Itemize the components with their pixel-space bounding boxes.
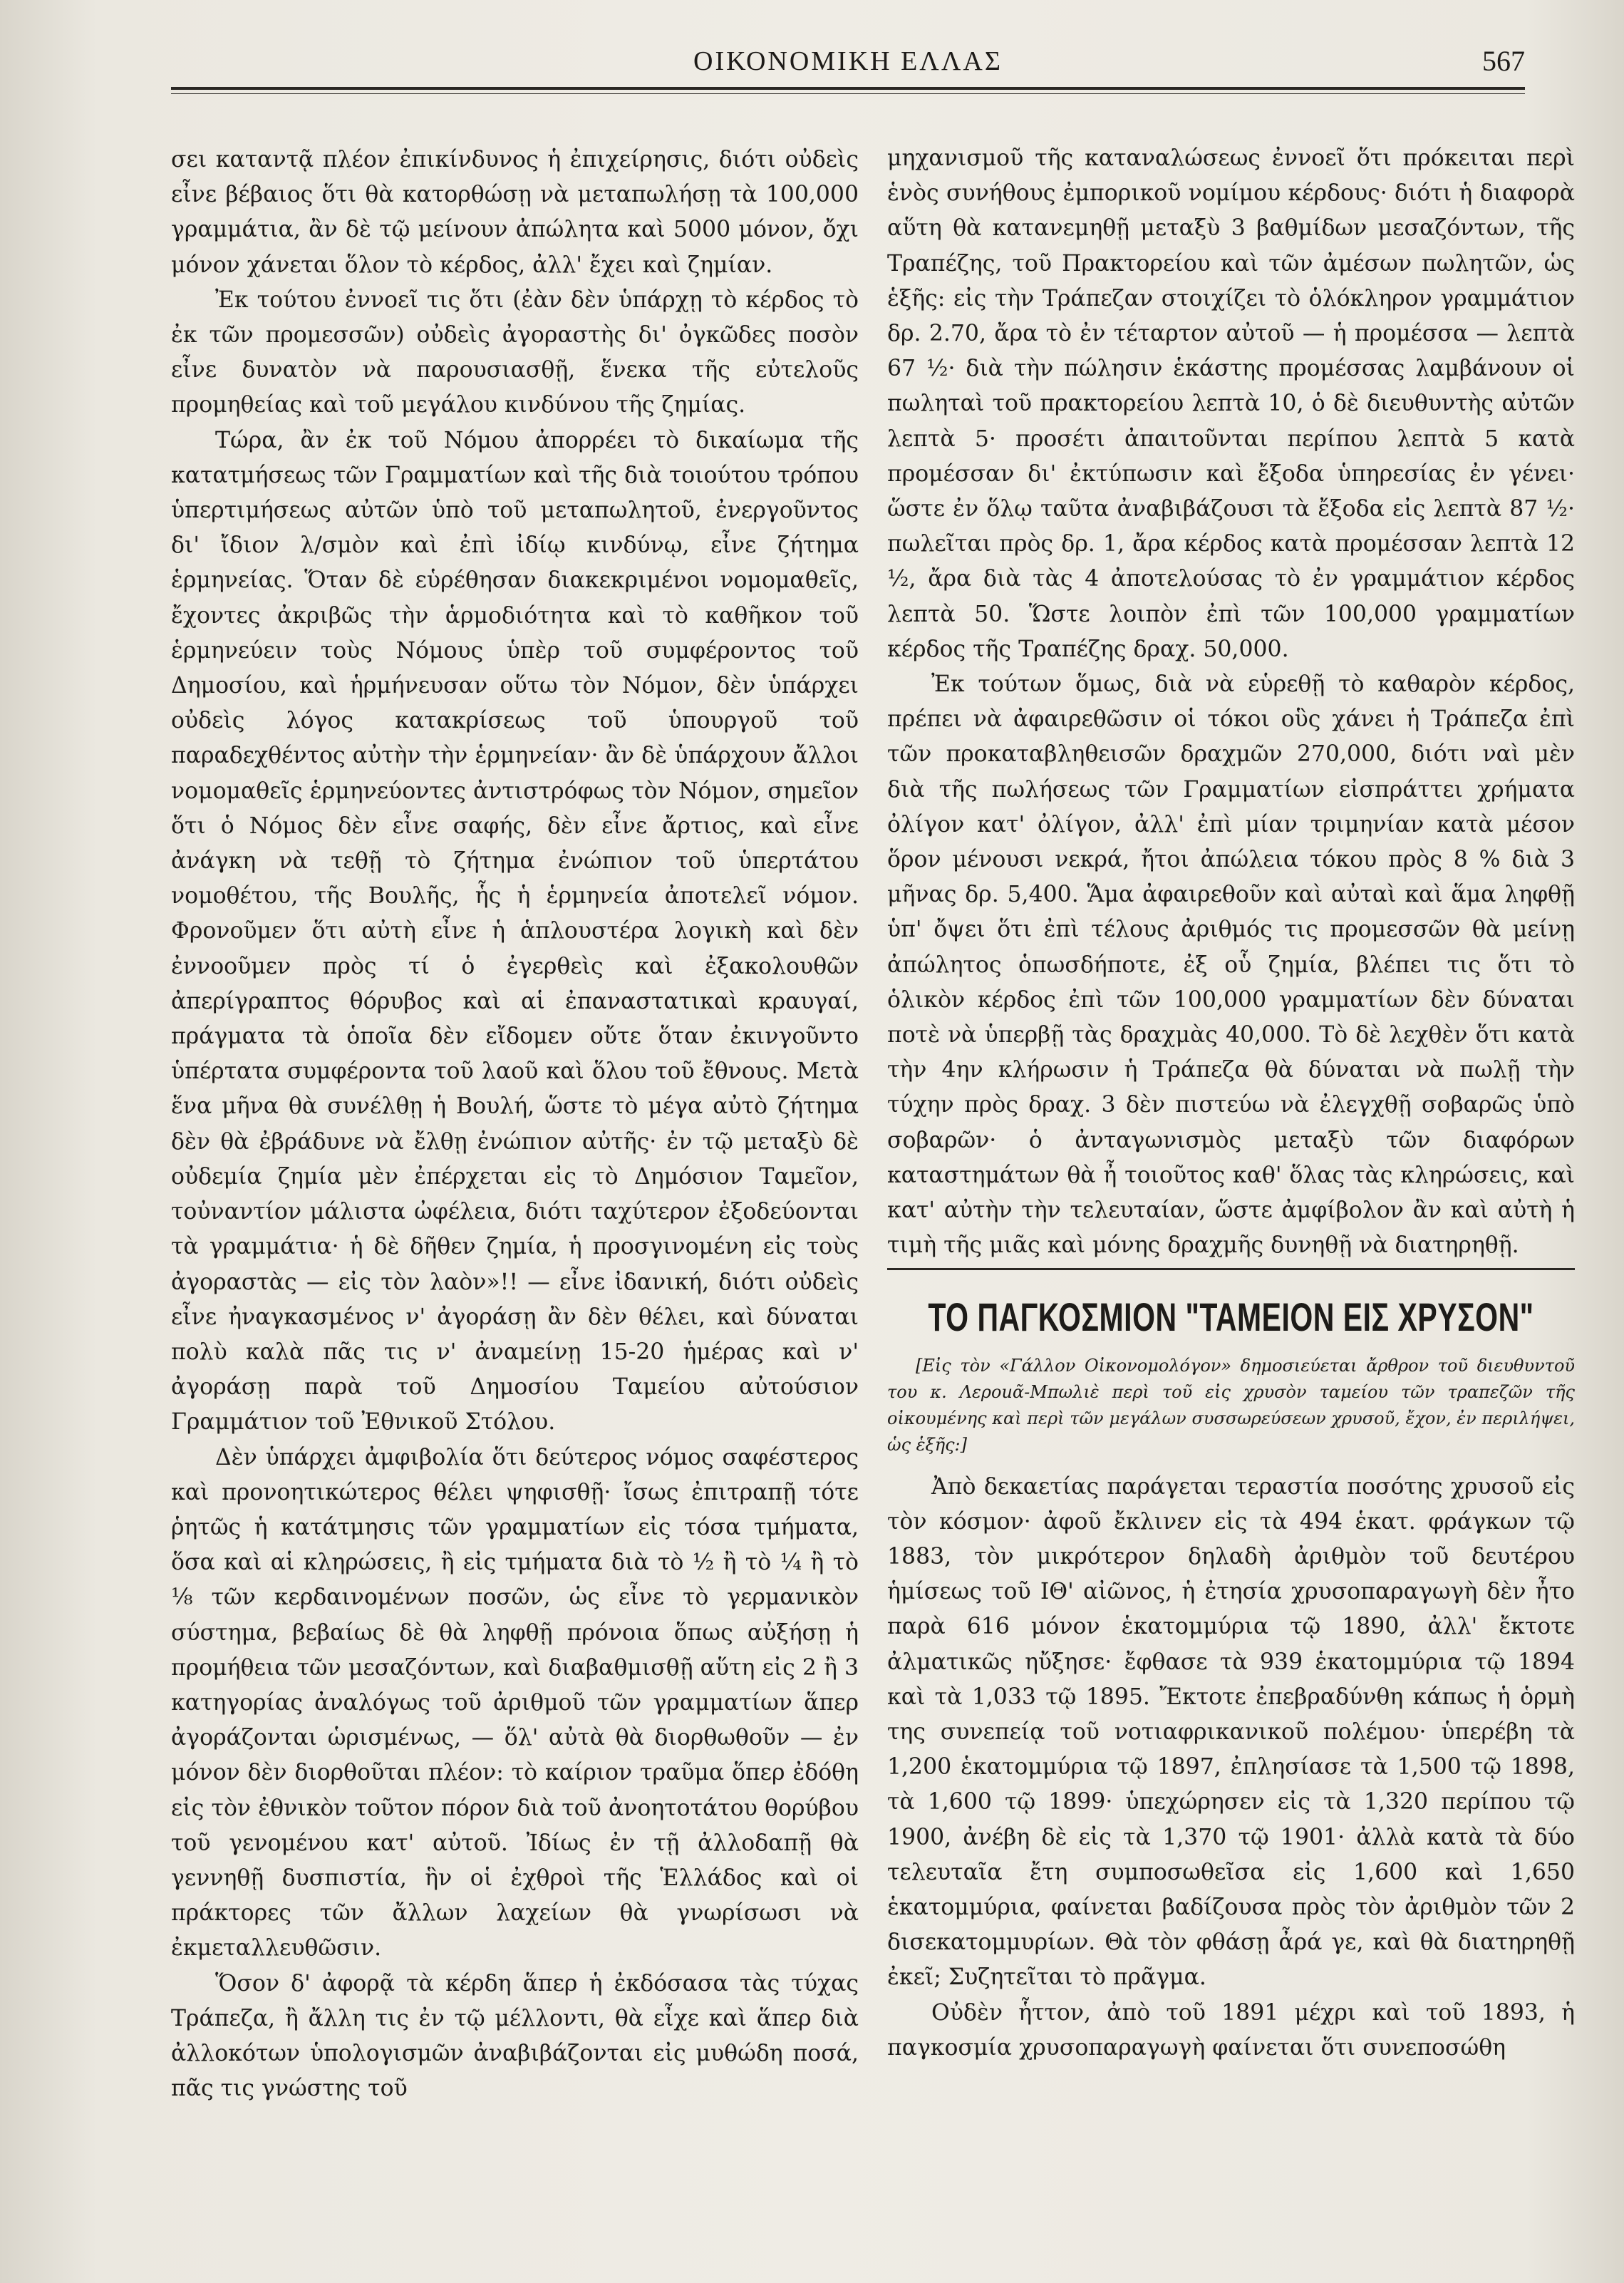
left-column — [171, 143, 859, 2106]
left-paragraph-2: Ἐκ τούτου ἐννοεῖ τις ὅτι (ἐὰν δὲν ὑπάρχῃ τὸ κέρδος τὸ ἐκ τῶν προμεσσῶν) οὐδεὶς ἀγοραστὴς δι' ὀγκῶδες ποσὸν εἶνε δυνατὸν νὰ παρουσιασθῇ, ἕνεκα τῆς εὐτελοῦς προμηθείας καὶ τοῦ μεγάλου κινδύνου τῆς ζημίας. — [171, 287, 859, 418]
right-paragraph-1: μηχανισμοῦ τῆς καταναλώσεως ἐννοεῖ ὅτι πρόκειται περὶ ἑνὸς συνήθους ἐμπορικοῦ νομίμου κέρδους· διότι ἡ διαφορὰ αὕτη θὰ κατανεμηθῇ μεταξὺ 3 βαθμίδων μεσαζόντων, τῆς Τραπέζης, τοῦ Πρακτορείου καὶ τῶν ἀμέσων πωλητῶν, ὡς ἑξῆς: εἰς τὴν Τράπεζαν στοιχίζει τὸ ὁλόκληρον γραμμάτιον δρ. 2.70, ἄρα τὸ ἐν τέταρτον αὐτοῦ — ἡ προμέσσα — λεπτὰ 67 ½· διὰ τὴν πώλησιν ἑκάστης προμέσσας λαμβάνουν οἱ πωληταὶ τοῦ πρακτορείου λεπτὰ 10, ὁ δὲ διευθυντὴς αὐτῶν λεπτὰ 5· προσέτι ἀπαιτοῦνται περίπου λεπτὰ 5 κατὰ προμέσσαν δι' ἐκτύπωσιν καὶ ἔξοδα ὑπηρεσίας ἐν γένει· ὥστε ἐν ὅλῳ ταῦτα ἀναβιβάζουσι τὰ ἔξοδα εἰς λεπτὰ 87 ½· πωλεῖται πρὸς δρ. 1, ἄρα κέρδος κατὰ προμέσσαν λεπτὰ 12 ½, ἄρα διὰ τὰς 4 ἀποτελούσας τὸ ἐν γραμμάτιον κέρδος λεπτὰ 50. Ὥστε λοιπὸν ἐπὶ τῶν 100,000 γραμματίων κέρδος τῆς Τραπέζης δραχ. 50,000. — [887, 145, 1575, 662]
left-paragraph-1: σει καταντᾷ πλέον ἐπικίνδυνος ἡ ἐπιχείρησις, διότι οὐδεὶς εἶνε βέβαιος ὅτι θὰ κατορθώσῃ νὰ μεταπωλήσῃ τὰ 100,000 γραμμάτια, ἂν δὲ τῷ μείνουν ἀπώλητα καὶ 5000 μόνον, ὄχι μόνον χάνεται ὅλον τὸ κέρδος, ἀλλ' ἔχει καὶ ζημίαν. — [171, 147, 859, 278]
right-paragraph-2: Ἐκ τούτων ὅμως, διὰ νὰ εὑρεθῇ τὸ καθαρὸν κέρδος, πρέπει νὰ ἀφαιρεθῶσιν οἱ τόκοι οὓς χάνει ἡ Τράπεζα ἐπὶ τῶν προκαταβληθεισῶν δραχμῶν 270,000, διότι ναὶ μὲν διὰ τῆς πωλήσεως τῶν Γραμματίων εἰσπράττει χρήματα ὀλίγον κατ' ὀλίγον, ἀλλ' ἐπὶ μίαν τριμηνίαν κατὰ μέσον ὅρον μένουσι νεκρά, ἤτοι ἀπώλεια τόκου πρὸς 8 % διὰ 3 μῆνας δρ. 5,400. Ἅμα ἀφαιρεθοῦν καὶ αὐταὶ καὶ ἅμα ληφθῇ ὑπ' ὄψει ὅτι ἐπὶ τέλους ἀριθμός τις προμεσσῶν θὰ μείνῃ ἀπώλητος ὁπωσδήποτε, ἐξ οὗ ζημία, βλέπει τις ὅτι τὸ ὁλικὸν κέρδος ἐπὶ τῶν 100,000 γραμματίων δὲν δύναται ποτὲ νὰ ὑπερβῇ τὰς δραχμὰς 40,000. Τὸ δὲ λεχθὲν ὅτι κατὰ τὴν 4ην κλήρωσιν ἡ Τράπεζα θὰ δύναται νὰ πωλῇ τὴν τύχην πρὸς δραχ. 3 δὲν πιστεύω νὰ ἐλεγχθῇ σοβαρῶς ὑπὸ σοβαρῶν· ὁ ἀνταγωνισμὸς μεταξὺ τῶν διαφόρων καταστημάτων θὰ ἦ τοιοῦτος καθ' ὅλας τὰς κληρώσεις, καὶ κατ' αὐτὴν τὴν τελευταίαν, ὥστε ἀμφίβολον ἂν καὶ αὐτὴ ἡ τιμὴ τῆς μιᾶς καὶ μόνης δραχμῆς δυνηθῇ νὰ διατηρηθῇ. — [887, 671, 1575, 1259]
article-title-rule — [887, 1268, 1575, 1270]
editor-note: [Εἰς τὸν «Γάλλον Οἰκονομολόγον» δημοσιεύεται ἄρθρον τοῦ διευθυντοῦ του κ. Λεροuᾶ-Μπωλιὲ περὶ τοῦ εἰς χρυσὸν ταμείου τῶν τραπεζῶν τῆς οἰκουμένης καὶ περὶ τῶν μεγάλων συσσωρεύσεων χρυσοῦ, ἔχον, ἐν περιλήψει, ὡς ἑξῆς:] — [887, 1355, 1575, 1455]
running-title: ΟΙΚΟΝΟΜΙΚΗ ΕΛΛΑΣ — [693, 46, 1003, 76]
header-rule-thick — [171, 87, 1525, 90]
right-column — [887, 143, 1575, 2066]
header-rule-thin — [171, 93, 1525, 94]
page-header — [171, 41, 1525, 84]
article-title: ΤΟ ΠΑΓΚΟΣΜΙΟΝ "ΤΑΜΕΙΟΝ ΕΙΣ ΧΡΥΣΟΝ" — [928, 1294, 1534, 1339]
page-number: 567 — [1482, 45, 1525, 77]
left-paragraph-4: Δὲν ὑπάρχει ἀμφιβολία ὅτι δεύτερος νόμος σαφέστερος καὶ προνοητικώτερος θέλει ψηφισθῇ· ἴσως ἐπιτραπῇ τότε ῥητῶς ἡ κατάτμησις τῶν γραμματίων εἰς τόσα τμήματα, ὅσα καὶ αἱ κληρώσεις, ἢ εἰς τμήματα διὰ τὸ ½ ἢ τὸ ¼ ἢ τὸ ⅛ τῶν κερδαινομένων ποσῶν, ὡς εἶνε τὸ γερμανικὸν σύστημα, βεβαίως δὲ θὰ ληφθῇ πρόνοια ὅπως αὐξήσῃ ἡ προμήθεια τῶν μεσαζόντων, καὶ διαβαθμισθῇ αὕτη εἰς 2 ἢ 3 κατηγορίας ἀναλόγως τοῦ ἀριθμοῦ τῶν γραμματίων ἅπερ ἀγοράζονται ὡρισμένως, — ὅλ' αὐτὰ θὰ διορθωθοῦν — ἐν μόνον δὲν διορθοῦται πλέον: τὸ καίριον τραῦμα ὅπερ ἐδόθη εἰς τὸν ἐθνικὸν τοῦτον πόρον διὰ τοῦ ἀνοητοτάτου θορύβου τοῦ γενομένου κατ' αὐτοῦ. Ἰδίως ἐν τῇ ἀλλοδαπῇ θὰ γεννηθῇ δυσπιστία, ἣν οἱ ἐχθροὶ τῆς Ἑλλάδος καὶ οἱ πράκτορες τῶν ἄλλων λαχείων θὰ γνωρίσωσι νὰ ἐκμεταλλευθῶσιν. — [171, 1444, 859, 1962]
right-paragraph-3: Ἀπὸ δεκαετίας παράγεται τεραστία ποσότης χρυσοῦ εἰς τὸν κόσμον· ἀφοῦ ἔκλινεν εἰς τὰ 494 ἑκατ. φράγκων τῷ 1883, τὸν μικρότερον δηλαδὴ ἀριθμὸν τοῦ δευτέρου ἡμίσεως τοῦ ΙΘ' αἰῶνος, ἡ ἐτησία χρυσοπαραγωγὴ δὲν ἦτο παρὰ 616 μόνον ἑκατομμύρια τῷ 1890, ἀλλ' ἔκτοτε ἀλματικῶς ηὔξησε· ἔφθασε τὰ 939 ἑκατομμύρια τῷ 1894 καὶ τὰ 1,033 τῷ 1895. Ἔκτοτε ἐπεβραδύνθη κάπως ἡ ὁρμὴ της συνεπείᾳ τοῦ νοτιαφρικανικοῦ πολέμου· ὑπερέβη τὰ 1,200 ἑκατομμύρια τῷ 1897, ἐπλησίασε τὰ 1,500 τῷ 1898, τὰ 1,600 τῷ 1899· ὑπεχώρησεν εἰς τὰ 1,320 περίπου τῷ 1900, ἀνέβη δὲ εἰς τὰ 1,370 τῷ 1901· ἀλλὰ κατὰ τὰ δύο τελευταῖα ἔτη συμποσωθεῖσα εἰς 1,600 καὶ 1,650 ἑκατομμύρια, φαίνεται βαδίζουσα πρὸς τὸν ἀριθμὸν τῶν 2 δισεκατομμυρίων. Θὰ τὸν φθάσῃ ἆρά γε, καὶ θὰ διατηρηθῇ ἐκεῖ; Συζητεῖται τὸ πρᾶγμα. — [887, 1473, 1575, 1991]
left-paragraph-3: Τώρα, ἂν ἐκ τοῦ Νόμου ἀπορρέει τὸ δικαίωμα τῆς κατατμήσεως τῶν Γραμματίων καὶ τῆς διὰ τοιούτου τρόπου ὑπερτιμήσεως αὐτῶν ὑπὸ τοῦ μεταπωλητοῦ, ἐνεργοῦντος δι' ἴδιον λ/σμὸν καὶ ἐπὶ ἰδίῳ κινδύνῳ, εἶνε ζήτημα ἑρμηνείας. Ὅταν δὲ εὑρέθησαν διακεκριμένοι νομομαθεῖς, ἔχοντες ἀκριβῶς τὴν ἁρμοδιότητα καὶ τὸ καθῆκον τοῦ ἑρμηνεύειν τοὺς Νόμους ὑπὲρ τοῦ συμφέροντος τοῦ Δημοσίου, καὶ ἡρμήνευσαν οὕτω τὸν Νόμον, δὲν ὑπάρχει οὐδεὶς λόγος κατακρίσεως τοῦ ὑπουργοῦ τοῦ παραδεχθέντος αὐτὴν τὴν ἑρμηνείαν· ἂν δὲ ὑπάρχουν ἄλλοι νομομαθεῖς ἑρμηνεύοντες ἀντιστρόφως τὸν Νόμον, σημεῖον ὅτι ὁ Νόμος δὲν εἶνε σαφής, δὲν εἶνε ἄρτιος, καὶ εἶνε ἀνάγκη νὰ τεθῇ τὸ ζήτημα ἐνώπιον τοῦ ὑπερτάτου νομοθέτου, τῆς Βουλῆς, ἧς ἡ ἑρμηνεία ἀποτελεῖ νόμον. Φρονοῦμεν ὅτι αὐτὴ εἶνε ἡ ἁπλουστέρα λογικὴ καὶ δὲν ἐννοοῦμεν πρὸς τί ὁ ἐγερθεὶς καὶ ἐξακολουθῶν ἀπερίγραπτος θόρυβος καὶ αἱ ἐπαναστατικαὶ κραυγαί, πράγματα τὰ ὁποῖα δὲν εἴδομεν οὔτε ὅταν ἐκινγοῦντο ὑπέρτατα συμφέροντα τοῦ λαοῦ καὶ ὅλου τοῦ ἔθνους. Μετὰ ἕνα μῆνα θὰ συνέλθῃ ἡ Βουλή, ὥστε τὸ μέγα αὐτὸ ζήτημα δὲν θὰ ἐβράδυνε νὰ ἔλθῃ ἐνώπιον αὐτῆς· ἐν τῷ μεταξὺ δὲ οὐδεμία ζημία μὲν ἐπέρχεται εἰς τὸ Δημόσιον Ταμεῖον, τοὐναντίον μάλιστα ὠφέλεια, διότι ταχύτερον ἐξοδεύονται τὰ γραμμάτια· ἡ δὲ δῆθεν ζημία, ἡ προσγινομένη εἰς τοὺς ἀγοραστὰς — εἰς τὸν λαὸν»!! — εἶνε ἰδανική, διότι οὐδεὶς εἶνε ἠναγκασμένος ν' ἀγοράσῃ ἂν δὲν θέλει, καὶ δύναται πολὺ καλὰ πᾶς τις ν' ἀναμείνῃ 15-20 ἡμέρας καὶ ν' ἀγοράσῃ παρὰ τοῦ Δημοσίου Ταμείου αὐτούσιον Γραμμάτιον τοῦ Ἐθνικοῦ Στόλου. — [171, 427, 859, 1436]
right-paragraph-4: Οὐδὲν ἧττον, ἀπὸ τοῦ 1891 μέχρι καὶ τοῦ 1893, ἡ παγκοσμία χρυσοπαραγωγὴ φαίνεται ὅτι συνεποσώθη — [887, 1999, 1575, 2061]
left-paragraph-5: Ὅσον δ' ἀφορᾷ τὰ κέρδη ἅπερ ἡ ἐκδόσασα τὰς τύχας Τράπεζα, ἢ ἄλλη τις ἐν τῷ μέλλοντι, θὰ εἶχε καὶ ἅπερ διὰ ἀλλοκότων ὑπολογισμῶν ἀναβιβάζονται εἰς μυθώδη ποσά, πᾶς τις γνώστης τοῦ — [171, 1970, 859, 2102]
